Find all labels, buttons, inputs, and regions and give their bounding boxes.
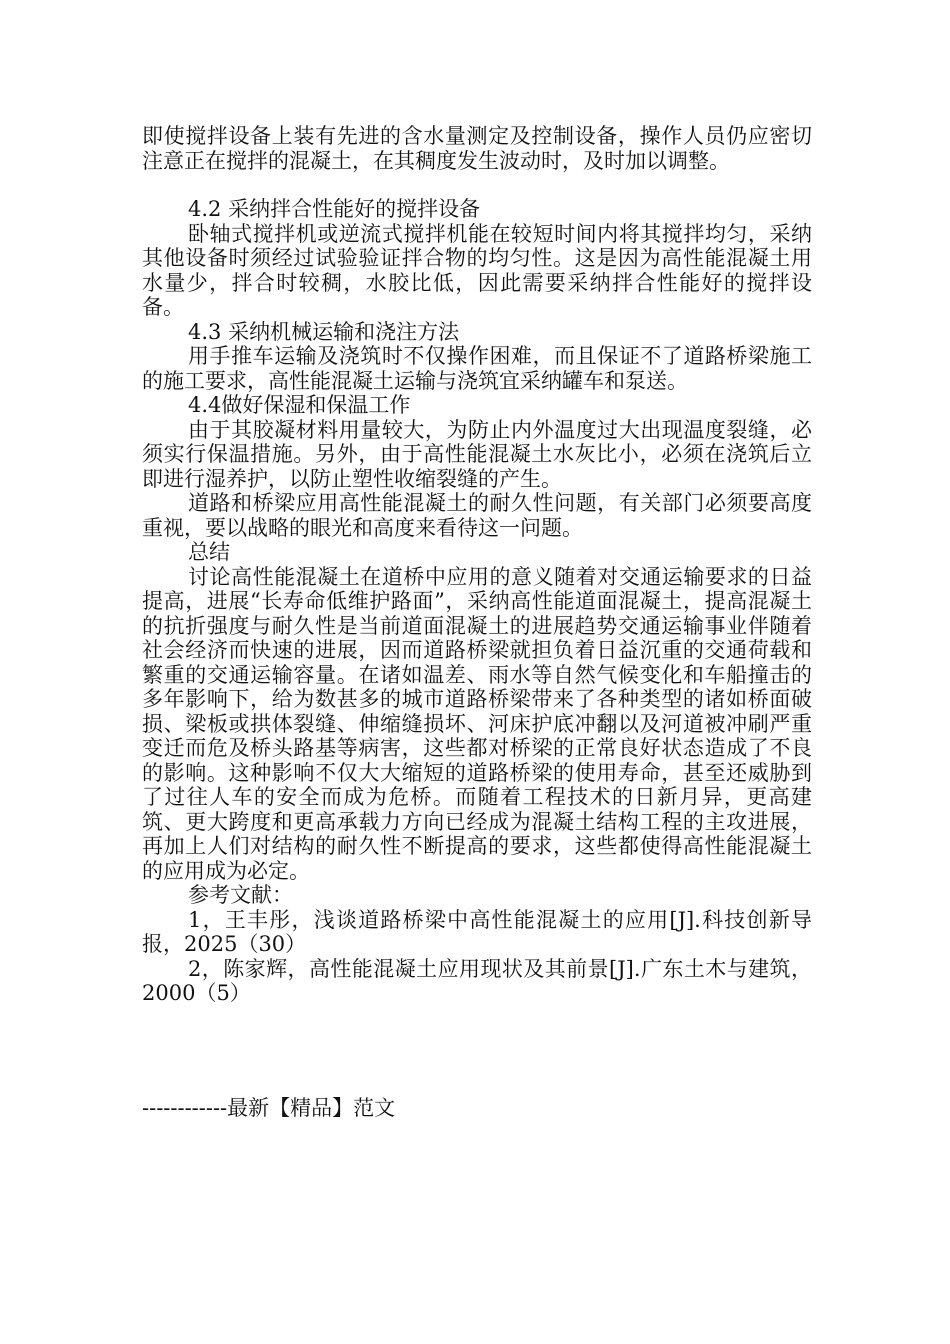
paragraph-durability: 道路和桥梁应用高性能混凝土的耐久性问题，有关部门必须要高度重视，要以战略的眼光和高度来看待这一问题。 (142, 491, 812, 540)
paragraph-4-2: 卧轴式搅拌机或逆流式搅拌机能在较短时间内将其搅拌均匀，采纳其他设备时须经过试验验证拌合物的均匀性。这是因为高性能混凝土用水量少，拌合时较稠，水胶比低，因此需要采纳拌合性能好的搅拌设备。 (142, 221, 812, 319)
document-body (142, 124, 812, 1006)
paragraph-4-4: 由于其胶凝材料用量较大，为防止内外温度过大出现温度裂缝，必须实行保温措施。另外，由于高性能混凝土水灰比小，必须在浇筑后立即进行湿养护，以防止塑性收缩裂缝的产生。 (142, 417, 812, 491)
references-heading: 参考文献： (188, 883, 293, 907)
paragraph-4-3: 用手推车运输及浇筑时不仅操作困难，而且保证不了道路桥梁施工的施工要求，高性能混凝土运输与浇筑宜采纳罐车和泵送。 (142, 344, 812, 393)
section-heading-4-3: 4.3 采纳机械运输和浇注方法 (188, 319, 460, 344)
reference-item: 2，陈家辉，高性能混凝土应用现状及其前景[J].广东土木与建筑，2000（5） (142, 956, 812, 1005)
paragraph-mixing-control: 即使搅拌设备上装有先进的含水量测定及控制设备，操作人员仍应密切注意正在搅拌的混凝土，在其稠度发生波动时，及时加以调整。 (142, 124, 812, 173)
section-heading-4-4: 4.4做好保湿和保温工作 (188, 393, 411, 417)
reference-item: 1，王丰彤，浅谈道路桥梁中高性能混凝土的应用[J].科技创新导报，2025（30） (142, 907, 812, 956)
summary-heading: 总结 (188, 540, 230, 564)
summary-paragraph: 讨论高性能混凝土在道桥中应用的意义随着对交通运输要求的日益提高，进展“长寿命低维护路面”，采纳高性能道面混凝土，提高混凝土的抗折强度与耐久性是当前道面混凝土的进展趋势交通运输事业伴随着社会经济而快速的进展，因而道路桥梁就担负着日益沉重的交通荷载和繁重的交通运输容量。在诸如温差、雨水等自然气候变化和车船撞击的多年影响下，给为数甚多的城市道路桥梁带来了各种类型的诸如桥面破损、梁板或拱体裂缝、伸缩缝损坏、河床护底冲翻以及河道被冲刷严重变迁而危及桥头路基等病害，这些都对桥梁的正常良好状态造成了不良的影响。这种影响不仅大大缩短的道路桥梁的使用寿命，甚至还威胁到了过往人车的安全而成为危桥。而随着工程技术的日新月异，更高建筑、更大跨度和更高承载力方向已经成为混凝土结构工程的主攻进展，再加上人们对结构的耐久性不断提高的要求，这些都使得高性能混凝土的应用成为必定。 (142, 564, 812, 883)
section-heading-4-2: 4.2 采纳拌合性能好的搅拌设备 (188, 197, 481, 221)
footer-text: ------------最新【精品】范文 (142, 1096, 396, 1120)
